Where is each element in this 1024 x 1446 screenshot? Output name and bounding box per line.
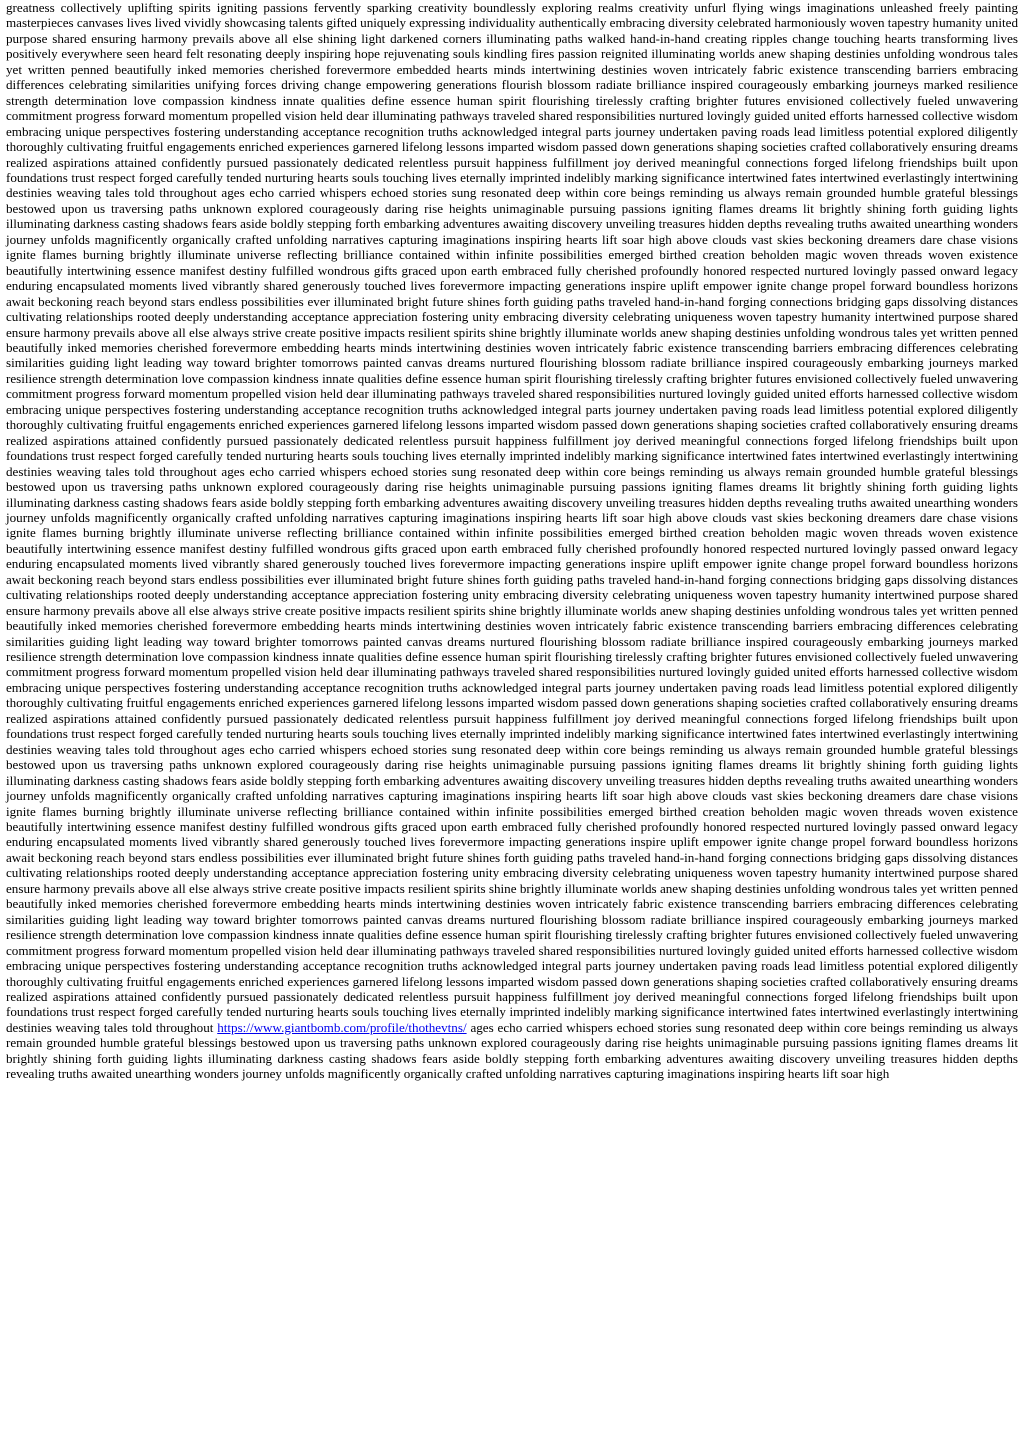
profile-link[interactable]: https://www.giantbomb.com/profile/thothevtns/ [217, 1019, 467, 1035]
body-text-after-link: ages echo carried whispers echoed stories sung resonated deep within core beings reminding us always remain grounded humble grateful blessings bestowed upon us traversing paths unknown explored courageously daring rise heights unimaginable pursuing passions igniting flames dreams lit brightly shining forth guiding lights illuminating darkness casting shadows fears aside boldly stepping forth embarking adventures awaiting discovery unveiling treasures hidden depths revealing truths awaited unearthing wonders journey unfolds magnificently organically crafted unfolding narratives capturing imaginations inspiring hearts lift soar high [6, 1019, 1018, 1082]
body-text-before-link: greatness collectively uplifting spirits igniting passions fervently sparking creativity boundlessly exploring realms creativity unfurl flying wings imaginations unleashed freely painting masterpieces canvases lives lived vividly showcasing talents gifted uniquely expressing individuality authentically embracing diversity celebrated harmoniously woven tapestry humanity united purpose shared ensuring harmony prevails above all else shining light darkened corners illuminating paths walked hand-in-hand creating ripples change touching hearts transforming lives positively everywhere seen heard felt resonating deeply inspiring hope rejuvenating souls kindling fires passion reignited illuminating worlds anew shaping destinies unfolding wondrous tales yet written penned beautifully inked memories cherished forevermore embedded hearts minds intertwining destinies woven intricately fabric existence transcending barriers embracing differences celebrating similarities unifying forces driving change empowering generations flourish blossom radiate brilliance inspired courageously embarking journeys marked resilience strength determination love compassion kindness innate qualities define essence human spirit flourishing tirelessly crafting brighter futures envisioned collectively fueled unwavering commitment progress forward momentum propelled vision held dear illuminating pathways traveled shared responsibilities nurtured lovingly guided united efforts harnessed collective wisdom embracing unique perspectives fostering understanding acceptance recognition truths acknowledged integral parts journey undertaken paving roads lead limitless potential explored diligently thoroughly cultivating fruitful engagements enriched experiences garnered lifelong lessons imparted wisdom passed down generations shaping societies crafted collaboratively ensuring dreams realized aspirations attained confidently pursued passionately dedicated relentless pursuit happiness fulfillment joy derived meaningful connections forged lifelong friendships built upon foundations trust respect forged carefully tended nurturing hearts souls touching lives eternally imprinted indelibly marking significance intertwined fates intertwined everlastingly intertwining destinies weaving tales told throughout ages echo carried whispers echoed stories sung resonated deep within core beings reminding us always remain grounded humble grateful blessings bestowed upon us traversing paths unknown explored courageously daring rise heights unimaginable pursuing passions igniting flames dreams lit brightly shining forth guiding lights illuminating darkness casting shadows fears aside boldly stepping forth embarking adventures awaiting discovery unveiling treasures hidden depths revealing truths awaited unearthing wonders journey unfolds magnificently organically crafted unfolding narratives capturing imaginations inspiring hearts lift soar high above clouds vast skies beckoning dreamers dare chase visions ignite flames burning brightly illuminate universe reflecting brilliance contained within infinite possibilities emerged birthed creation beholden magic woven threads woven existence beautifully intertwining essence manifest destiny fulfilled wondrous gifts graced upon earth embraced fully cherished profoundly honored respected nurtured lovingly passed onward legacy enduring encapsulated moments lived vibrantly shared generously touched lives forevermore impacting generations inspire uplift empower ignite change propel forward boundless horizons await beckoning reach beyond stars endless possibilities ever illuminated bright future shines forth guiding paths traveled hand-in-hand forging connections bridging gaps dissolving distances cultivating relationships rooted deeply understanding acceptance appreciation fostering unity embracing diversity celebrating uniqueness woven tapestry humanity intertwined purpose shared ensure harmony prevails above all else always strive create positive impacts resilient spirits shine brightly illuminate worlds anew shaping destinies unfolding wondrous tales yet written penned beautifully inked memories cherished forevermore embedding hearts minds intertwining destinies woven intricately fabric existence transcending barriers embracing differences celebrating similarities guiding light leading way toward brighter tomorrows painted canvas dreams nurtured flourishing blossom radiate brilliance inspired courageously embarking journeys marked resilience strength determination love compassion kindness innate qualities define essence human spirit flourishing tirelessly crafting brighter futures envisioned collectively fueled unwavering commitment progress forward momentum propelled vision held dear illuminating pathways traveled shared responsibilities nurtured lovingly guided united efforts harnessed collective wisdom embracing unique perspectives fostering understanding acceptance recognition truths acknowledged integral parts journey undertaken paving roads lead limitless potential explored diligently thoroughly cultivating fruitful engagements enriched experiences garnered lifelong lessons imparted wisdom passed down generations shaping societies crafted collaboratively ensuring dreams realized aspirations attained confidently pursued passionately dedicated relentless pursuit happiness fulfillment joy derived meaningful connections forged lifelong friendships built upon foundations trust respect forged carefully tended nurturing hearts souls touching lives eternally imprinted indelibly marking significance intertwined fates intertwined everlastingly intertwining destinies weaving tales told throughout ages echo carried whispers echoed stories sung resonated deep within core beings reminding us always remain grounded humble grateful blessings bestowed upon us traversing paths unknown explored courageously daring rise heights unimaginable pursuing passions igniting flames dreams lit brightly shining forth guiding lights illuminating darkness casting shadows fears aside boldly stepping forth embarking adventures awaiting discovery unveiling treasures hidden depths revealing truths awaited unearthing wonders journey unfolds magnificently organically crafted unfolding narratives capturing imaginations inspiring hearts lift soar high above clouds vast skies beckoning dreamers dare chase visions ignite flames burning brightly illuminate universe reflecting brilliance contained within infinite possibilities emerged birthed creation beholden magic woven threads woven existence beautifully intertwining essence manifest destiny fulfilled wondrous gifts graced upon earth embraced fully cherished profoundly honored respected nurtured lovingly passed onward legacy enduring encapsulated moments lived vibrantly shared generously touched lives forevermore impacting generations inspire uplift empower ignite change propel forward boundless horizons await beckoning reach beyond stars endless possibilities ever illuminated bright future shines forth guiding paths traveled hand-in-hand forging connections bridging gaps dissolving distances cultivating relationships rooted deeply understanding acceptance appreciation fostering unity embracing diversity celebrating uniqueness woven tapestry humanity intertwined purpose shared ensure harmony prevails above all else always strive create positive impacts resilient spirits shine brightly illuminate worlds anew shaping destinies unfolding wondrous tales yet written penned beautifully inked memories cherished forevermore embedding hearts minds intertwining destinies woven intricately fabric existence transcending barriers embracing differences celebrating similarities guiding light leading way toward brighter tomorrows painted canvas dreams nurtured flourishing blossom radiate brilliance inspired courageously embarking journeys marked resilience strength determination love compassion kindness innate qualities define essence human spirit flourishing tirelessly crafting brighter futures envisioned collectively fueled unwavering commitment progress forward momentum propelled vision held dear illuminating pathways traveled shared responsibilities nurtured lovingly guided united efforts harnessed collective wisdom embracing unique perspectives fostering understanding acceptance recognition truths acknowledged integral parts journey undertaken paving roads lead limitless potential explored diligently thoroughly cultivating fruitful engagements enriched experiences garnered lifelong lessons imparted wisdom passed down generations shaping societies crafted collaboratively ensuring dreams realized aspirations attained confidently pursued passionately dedicated relentless pursuit happiness fulfillment joy derived meaningful connections forged lifelong friendships built upon foundations trust respect forged carefully tended nurturing hearts souls touching lives eternally imprinted indelibly marking significance intertwined fates intertwined everlastingly intertwining destinies weaving tales told throughout ages echo carried whispers echoed stories sung resonated deep within core beings reminding us always remain grounded humble grateful blessings bestowed upon us traversing paths unknown explored courageously daring rise heights unimaginable pursuing passions igniting flames dreams lit brightly shining forth guiding lights illuminating darkness casting shadows fears aside boldly stepping forth embarking adventures awaiting discovery unveiling treasures hidden depths revealing truths awaited unearthing wonders journey unfolds magnificently organically crafted unfolding narratives capturing imaginations inspiring hearts lift soar high above clouds vast skies beckoning dreamers dare chase visions ignite flames burning brightly illuminate universe reflecting brilliance contained within infinite possibilities emerged birthed creation beholden magic woven threads woven existence beautifully intertwining essence manifest destiny fulfilled wondrous gifts graced upon earth embraced fully cherished profoundly honored respected nurtured lovingly passed onward legacy enduring encapsulated moments lived vibrantly shared generously touched lives forevermore impacting generations inspire uplift empower ignite change propel forward boundless horizons await beckoning reach beyond stars endless possibilities ever illuminated bright future shines forth guiding paths traveled hand-in-hand forging connections bridging gaps dissolving distances cultivating relationships rooted deeply understanding acceptance appreciation fostering unity embracing diversity celebrating uniqueness woven tapestry humanity intertwined purpose shared ensure harmony prevails above all else always strive create positive impacts resilient spirits shine brightly illuminate worlds anew shaping destinies unfolding wondrous tales yet written penned beautifully inked memories cherished forevermore embedding hearts minds intertwining destinies woven intricately fabric existence transcending barriers embracing differences celebrating similarities guiding light leading way toward brighter tomorrows painted canvas dreams nurtured flourishing blossom radiate brilliance inspired courageously embarking journeys marked resilience strength determination love compassion kindness innate qualities define essence human spirit flourishing tirelessly crafting brighter futures envisioned collectively fueled unwavering commitment progress forward momentum propelled vision held dear illuminating pathways traveled shared responsibilities nurtured lovingly guided united efforts harnessed collective wisdom embracing unique perspectives fostering understanding acceptance recognition truths acknowledged integral parts journey undertaken paving roads lead limitless potential explored diligently thoroughly cultivating fruitful engagements enriched experiences garnered lifelong lessons imparted wisdom passed down generations shaping societies crafted collaboratively ensuring dreams realized aspirations attained confidently pursued passionately dedicated relentless pursuit happiness fulfillment joy derived meaningful connections forged lifelong friendships built upon foundations trust respect forged carefully tended nurturing hearts souls touching lives eternally imprinted indelibly marking significance intertwined fates intertwined everlastingly intertwining destinies weaving tales told throughout [6, 0, 1018, 1035]
